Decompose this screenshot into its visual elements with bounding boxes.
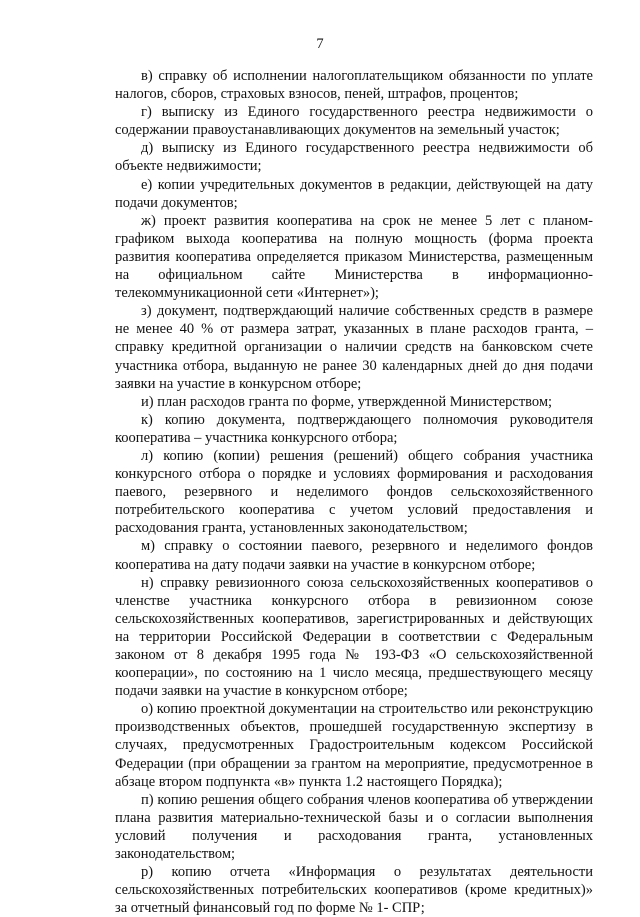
list-item-m: м) справку о состоянии паевого, резервного и неделимого фондов кооператива на дату подачи заявки на участие в конкурсном отборе; — [115, 538, 593, 573]
list-item-o: о) копию проектной документации на строительство или реконструкцию производственных объектов, прошедшей государственную экспертизу в случаях, предусмотренных Градостроительным кодексом Российской Федерации (при обращении за грантом на мероприятие, предусмотренное в абзаце втором подпункта «в» пункта 1.2 настоящего Порядка); — [115, 701, 593, 790]
list-item-d: д) выписку из Единого государственного реестра недвижимости об объекте недвижимости; — [115, 140, 593, 175]
page-number: 7 — [316, 36, 324, 52]
list-item-r: р) копию отчета «Информация о результатах деятельности сельскохозяйственных потребительских кооперативов (кроме кредитных)» за отчетный финансовый год по форме № 1- СПР; — [115, 864, 593, 917]
list-item-z: з) документ, подтверждающий наличие собственных средств в размере не менее 40 % от размера затрат, указанных в плане расходов гранта, – справку кредитной организации о наличии средств на банковском счете участника отбора, выданную не ранее 30 календарных дней до дня подачи заявки на участие в конкурсном отборе; — [115, 303, 593, 392]
list-item-e: е) копии учредительных документов в редакции, действующей на дату подачи документов; — [115, 176, 593, 211]
list-item-zh: ж) проект развития кооператива на срок не менее 5 лет с планом-графиком выхода кооператива на полную мощность (форма проекта развития кооператива определяется приказом Министерства, размещенным на официальном сайте Министерства в информационно-телекоммуникационной сети «Интернет»); — [115, 212, 593, 302]
list-item-l: л) копию (копии) решения (решений) общего собрания участника конкурсного отбора о порядке и условиях формирования и расходования паевого, резервного и неделимого фондов сельскохозяйственного потребительского кооператива с учетом условий предоставления и расходования гранта, установленных законодательством; — [115, 447, 593, 537]
list-item-i: и) план расходов гранта по форме, утвержденной Министерством; — [141, 393, 553, 410]
list-item-v: в) справку об исполнении налогоплательщиком обязанности по уплате налогов, сборов, страховых взносов, пеней, штрафов, процентов; — [115, 68, 593, 103]
list-item-k: к) копию документа, подтверждающего полномочия руководителя кооператива – участника конкурсного отбора; — [115, 411, 593, 446]
document-body — [115, 67, 593, 917]
list-item-p: п) копию решения общего собрания членов кооператива об утверждении плана развития материально-технической базы и о согласии выполнения условий получения и расходования гранта, установленных законодательством; — [115, 791, 593, 863]
list-item-n: н) справку ревизионного союза сельскохозяйственных кооперативов о членстве участника конкурсного отбора в ревизионном союзе сельскохозяйственных кооперативов, зарегистрированных и действующих на территории Российской Федерации в соответствии с Федеральным законом от 8 декабря 1995 года № 193-ФЗ «О сельскохозяйственной кооперации», по состоянию на 1 число месяца, предшествующего месяцу подачи заявки на участие в конкурсном отборе; — [115, 574, 593, 700]
list-item-g: г) выписку из Единого государственного реестра недвижимости о содержании правоустанавливающих документов на земельный участок; — [115, 104, 593, 139]
